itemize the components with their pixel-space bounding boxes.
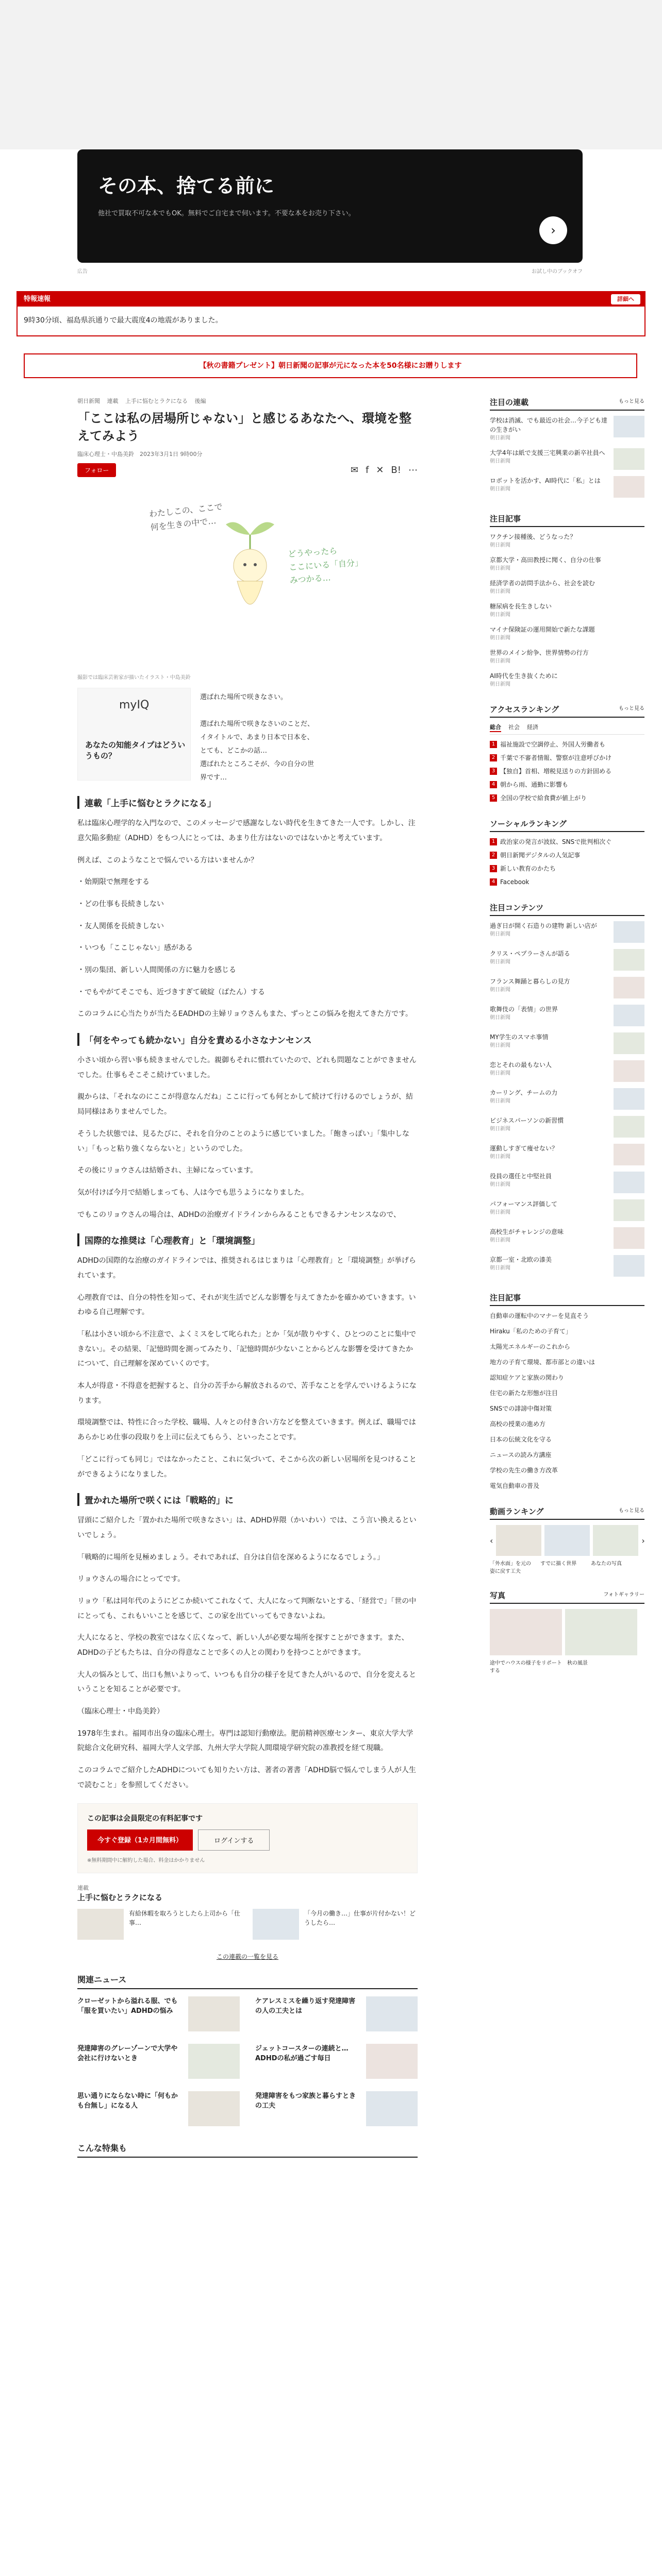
- sidebar-link[interactable]: [490, 1481, 644, 1490]
- sidebar-item-source: 朝日新聞: [490, 1015, 510, 1021]
- sidebar-link[interactable]: [490, 1435, 644, 1444]
- breaking-label: 特報速報: [24, 295, 51, 303]
- sidebar-thumb: [614, 1199, 644, 1221]
- sidebar-link[interactable]: [490, 648, 644, 665]
- article-body: [77, 796, 418, 1792]
- sidebar-link-source: 朝日新聞: [490, 658, 510, 664]
- paragraph: 大人になると、学校の教室ではなく広くなって、新しい人が必要な場所を探すことができます。また、ADHDの子どもたちは、自分の得意なことで多くの人との関わりを持つことができます。: [77, 1634, 409, 1657]
- sidebar-thumb: [614, 949, 644, 971]
- section-heading: 国際的な推奨は「心理教育」と「環境調整」: [77, 1233, 418, 1246]
- paragraph: 1978年生まれ。福岡市出身の臨床心理士。専門は認知行動療法。肥前精神医療センター、東京大学大学院総合文化研究科、福岡大学人文学部、九州大学大学院人間環境学研究院の准教授を経て現職。: [77, 1729, 413, 1753]
- sidebar-link[interactable]: [490, 1419, 644, 1429]
- sidebar-item[interactable]: [490, 1199, 644, 1221]
- series-thumb: [253, 1909, 299, 1940]
- sidebar-thumb: [614, 1172, 644, 1193]
- paragraph: ADHDの国際的な治療のガイドラインでは、推奨されるはじまりは「心理教育」と「環境調整」が挙げられています。: [77, 1257, 416, 1280]
- page-title: 「ここは私の居場所じゃない」と感じるあなたへ、環境を整えてみよう: [77, 411, 411, 443]
- sidebar-thumb: [614, 1088, 644, 1110]
- related-item[interactable]: [255, 2091, 418, 2126]
- sidebar-item-title: 恋とそれの最もない人: [490, 1061, 552, 1069]
- sidebar-item[interactable]: [490, 1116, 644, 1138]
- sidebar-link-title: 日本の伝統文化を守る: [490, 1436, 552, 1443]
- ranking-item[interactable]: [490, 851, 644, 860]
- sidebar-link-title: 糖尿病を長生きしない: [490, 603, 552, 610]
- myiq-promo[interactable]: [77, 688, 418, 785]
- sidebar-item[interactable]: [490, 1227, 644, 1249]
- sidebar-thumb: [614, 1116, 644, 1138]
- ranking-more[interactable]: もっと見る: [619, 706, 644, 711]
- sidebar-link-source: 朝日新聞: [490, 543, 510, 548]
- photo-thumb[interactable]: [565, 1609, 637, 1655]
- sidebar-thumb: [614, 1144, 644, 1165]
- paragraph: そうした状態では、見るたびに、それを自分のことのように感じていました。「飽きっぽい」「集中しない」「もっと粘り強くならないと」というのでした。: [77, 1129, 409, 1153]
- sidebar-item-source: 朝日新聞: [490, 931, 510, 937]
- promo-question: あなたの知能タイプはどういうもの？: [85, 740, 186, 761]
- sidebar-item-title: 京都一室・北欧の漆美: [490, 1256, 552, 1263]
- series-item-title: 「今月の働き…」仕事が片付かない！どうしたら…: [304, 1909, 416, 1926]
- ranking-title: 朝日新聞デジタルの人気記事: [500, 852, 581, 859]
- tab-all[interactable]: 総合: [490, 723, 501, 732]
- sidebar-link-source: 朝日新聞: [490, 566, 510, 571]
- sidebar-item-source: 朝日新聞: [490, 1265, 510, 1271]
- mail-icon[interactable]: ✉: [350, 465, 358, 476]
- myiq-logo: myIQ: [119, 699, 150, 712]
- ad-subtitle: 他社で買取不可な本でもOK。無料でご自宅まで伺います。不要な本をお売り下さい。: [98, 210, 355, 217]
- paragraph: 私は臨床心理学的な入門なので、このメッセージで感謝なしない時代を生きてきた一人です。しかし、注意欠陥多動症（ADHD）をもつ人にとっては、あまり仕方はないのではないかと考えています。: [77, 819, 416, 842]
- rank-number: 3: [490, 768, 497, 775]
- ranking-title: 千葉で不審者情報、警察が注意呼びかけ: [500, 754, 612, 761]
- sidebar-link[interactable]: [490, 1311, 644, 1320]
- section-heading: 置かれた場所で咲くには「戦略的」に: [77, 1493, 418, 1506]
- breadcrumb-item[interactable]: 後編: [194, 398, 206, 404]
- related-thumb: [188, 1996, 240, 2031]
- sidebar-item-source: 朝日新聞: [490, 1126, 510, 1132]
- rank-number: 3: [490, 865, 497, 872]
- ranking-title: 新しい教育のかたち: [500, 865, 556, 872]
- paragraph: 気が付けば今月で結婚しまっても、人は今でも思うようになりました。: [77, 1188, 308, 1197]
- sidebar-link-source: 朝日新聞: [490, 682, 510, 687]
- sidebar-item[interactable]: [490, 1005, 644, 1026]
- paragraph: 環境調整では、特性に合った学校、職場、人々との付き合い方などを整えていきます。例えば、職場ではあらかじめ仕事の段取りを上司に伝えてもらう、といったことです。: [77, 1418, 416, 1442]
- ad-meta: [77, 267, 583, 275]
- video-thumb[interactable]: [496, 1525, 541, 1556]
- sidebar-link[interactable]: [490, 532, 644, 549]
- sidebar-item[interactable]: [490, 448, 644, 470]
- arrow-right-icon[interactable]: ›: [539, 216, 567, 244]
- paragraph: ・でもやがてそこでも、近づきすぎて破綻（ばたん）する: [77, 988, 265, 996]
- series-box: [77, 1884, 418, 1961]
- ranking-item[interactable]: [490, 793, 644, 803]
- content-heading: 注目コンテンツ: [490, 903, 544, 912]
- sidebar-link-source: 朝日新聞: [490, 612, 510, 618]
- sidebar-link[interactable]: [490, 1342, 644, 1351]
- share-bar: [351, 465, 418, 476]
- breadcrumb-item[interactable]: 上手に悩むとラクになる: [125, 398, 188, 404]
- photo-link[interactable]: フォトギャラリー: [603, 1592, 644, 1598]
- sprout-character-illustration: [222, 514, 278, 633]
- sidebar-link-title: SNSでの誹謗中傷対策: [490, 1405, 552, 1412]
- sidebar-item-source: 朝日新聞: [490, 987, 510, 993]
- ranking-item[interactable]: [490, 864, 644, 873]
- rank-number: 5: [490, 794, 497, 802]
- ranking-title: 【独自】首相、増税見送りの方針固める: [500, 768, 612, 775]
- sidebar-item-source: 朝日新聞: [490, 1043, 510, 1048]
- related-thumb: [366, 2091, 418, 2126]
- section-heading: 「何をやっても続かない」自分を責める小さなナンセンス: [77, 1033, 418, 1046]
- breadcrumb: [77, 397, 418, 405]
- rank-number: 1: [490, 838, 497, 845]
- paragraph: 冒頭にご紹介した「置かれた場所で咲きなさい」は、ADHD界隈（かいわい）では、こう言い換えるといいでしょう。: [77, 1516, 417, 1539]
- sidebar-link[interactable]: [490, 1466, 644, 1475]
- photo-caption: 途中でハウスの様子をリポートする: [490, 1660, 562, 1674]
- paragraph: 例えば、このようなことで悩んでいる方はいませんか？: [77, 856, 258, 865]
- related-thumb: [188, 2091, 240, 2126]
- sidebar-item[interactable]: [490, 1032, 644, 1054]
- sidebar-thumb: [614, 1032, 644, 1054]
- related-item[interactable]: [255, 2044, 418, 2079]
- sidebar-item[interactable]: [490, 1144, 644, 1165]
- sidebar-link-title: 自動車の運転中のマナーを見直そう: [490, 1312, 589, 1319]
- sidebar-link-source: 朝日新聞: [490, 589, 510, 595]
- sidebar-item-source: 朝日新聞: [490, 1210, 510, 1215]
- sidebar-thumb: [614, 476, 644, 498]
- related-title: クローゼットから溢れる服、でも「服を買いたい」ADHDの悩み: [77, 1997, 178, 2015]
- related-thumb: [188, 2044, 240, 2079]
- illustration-text-right: どうやったら ここにいる「自分」 みつかる…: [287, 546, 363, 586]
- photo-heading: 写真: [490, 1591, 506, 1600]
- sidebar-link-title: 京都大学・高田教授に聞く、自分の仕事: [490, 556, 601, 564]
- sidebar-link-title: 認知症ケアと家族の関わり: [490, 1374, 565, 1381]
- social-list: [490, 837, 644, 887]
- sidebar-item-title: フランス舞踊と暮らしの見方: [490, 978, 570, 985]
- video-more[interactable]: もっと見る: [619, 1508, 644, 1514]
- sidebar-item-source: 朝日新聞: [490, 1182, 510, 1188]
- prev-icon[interactable]: ‹: [490, 1535, 493, 1546]
- follow-button[interactable]: フォロー: [77, 463, 116, 477]
- sidebar-pickup-more[interactable]: もっと見る: [619, 399, 644, 404]
- rank-number: 4: [490, 781, 497, 788]
- sidebar-link-title: 経済学者の訪問手法から、社会を読む: [490, 580, 595, 587]
- related-title: ケアレスミスを繰り返す発達障害の人の工夫とは: [255, 1997, 356, 2015]
- video-thumb[interactable]: [593, 1525, 638, 1556]
- promo-link[interactable]: 【秋の書籍プレゼント】朝日新聞の記事が元になった本を50名様にお贈りします: [24, 353, 637, 378]
- sidebar-item-title: カーリング、チームの力: [490, 1089, 558, 1096]
- series-item-title: 有給休暇を取ろうとしたら上司から「仕事…: [129, 1909, 241, 1926]
- sidebar-item-source: 朝日新聞: [490, 1071, 510, 1076]
- sidebar-thumb: [614, 977, 644, 998]
- paragraph: その後にリョウさんは結婚され、主婦になっています。: [77, 1166, 258, 1175]
- breadcrumb-item[interactable]: 連載: [107, 398, 119, 404]
- sidebar-thumb: [614, 1060, 644, 1082]
- ranking-item[interactable]: [490, 753, 644, 762]
- video-thumb[interactable]: [544, 1525, 590, 1556]
- related-title: 発達障害をもつ家族と暮らすときの工夫: [255, 2092, 356, 2110]
- ad-label: 広告: [77, 269, 88, 275]
- paragraph: ・友人関係を長続きしない: [77, 922, 164, 930]
- paragraph: 本人が得意・不得意を把握すると、自分の苦手から解放されるので、苦手なことを学んでいけるようになります。: [77, 1382, 417, 1405]
- video-caption: あなたの写真: [591, 1561, 622, 1567]
- sidebar-link[interactable]: [490, 1388, 644, 1398]
- sidebar-pickup-list: [490, 416, 644, 498]
- promo-image: [77, 688, 191, 781]
- sidebar-thumb: [614, 416, 644, 437]
- sidebar-item-source: 朝日新聞: [490, 1098, 510, 1104]
- related-item[interactable]: [255, 1996, 418, 2031]
- sidebar-link-title: Hiraku「私のための子育て」: [490, 1328, 572, 1335]
- tab-society[interactable]: 社会: [508, 724, 520, 731]
- ranking-title: 全国の学校で給食費が値上がり: [500, 794, 587, 802]
- rank-number: 2: [490, 754, 497, 761]
- article: [77, 397, 418, 2158]
- breaking-text[interactable]: 9時30分頃、福島県浜通りで最大震度4の地震がありました。: [24, 316, 223, 325]
- ranking-item[interactable]: [490, 877, 644, 887]
- section-heading: 連載「上手に悩むとラクになる」: [77, 796, 418, 809]
- ranking-title: Facebook: [500, 878, 529, 886]
- sidebar-item-title: 学校は消滅、でも最近の社会…今子ども達の生きがい: [490, 417, 608, 433]
- next-icon[interactable]: ›: [641, 1535, 645, 1546]
- sidebar-link-title: マイナ保険証の運用開始で新たな課題: [490, 626, 595, 633]
- sidebar-news-heading: 注目記事: [490, 514, 521, 523]
- paragraph: でもこのリョウさんの場合は、ADHDの治療ガイドラインからみることもできるナンセンスなので、: [77, 1210, 401, 1219]
- breaking-news-box: [16, 291, 646, 336]
- video-heading: 動画ランキング: [490, 1507, 544, 1516]
- paragraph: 小さい頃から習い事も続きませんでした。親御もそれに慣れていたので、どれも問題なことができませんでした。仕事もそこそこ続けていました。: [77, 1056, 417, 1079]
- sidebar-item-title: 役員の選任と中堅社員: [490, 1173, 552, 1180]
- paragraph: 大人の悩みとして、出口も無いよりって、いつもも自分の様子を見てきた人がいるので、自分を変えるということを知ることが必要です。: [77, 1670, 417, 1694]
- sidebar: [490, 397, 644, 1689]
- related-news: [77, 1973, 418, 2126]
- signup-note: ※無料期間中に解約した場合、料金はかかりません: [87, 1857, 205, 1863]
- links-heading: 注目記事: [490, 1293, 521, 1302]
- sidebar-link[interactable]: [490, 602, 644, 619]
- sidebar-thumb: [614, 1005, 644, 1026]
- related-item[interactable]: [77, 2044, 240, 2079]
- breadcrumb-item[interactable]: 朝日新聞: [77, 398, 100, 404]
- paragraph: ・別の集団、新しい人間関係の方に魅力を感じる: [77, 966, 236, 974]
- sidebar-link[interactable]: [490, 1327, 644, 1336]
- related-thumb: [366, 2044, 418, 2079]
- sidebar-item[interactable]: [490, 416, 644, 442]
- paragraph: ・どの仕事も長続きしない: [77, 900, 164, 908]
- sidebar-item-title: クリス・ペプラーさんが語る: [490, 950, 570, 957]
- paragraph: リョウ「私は同年代のようにどこか続いてこれなくて、大人になって判断ないとする、「経営で」「世の中にとっても、これもいいことを感じて、この家を出ていってもできないよね。: [77, 1597, 417, 1620]
- sidebar-item-title: 運動しすぎて痩せない？: [490, 1145, 558, 1152]
- series-item[interactable]: [253, 1909, 418, 1940]
- sidebar-item[interactable]: [490, 1172, 644, 1193]
- sidebar-item-title: パフォーマンス評価して: [490, 1200, 558, 1208]
- ranking-list: [490, 740, 644, 803]
- sidebar-link[interactable]: [490, 1358, 644, 1367]
- sidebar-link-title: 電気自動車の普及: [490, 1482, 540, 1489]
- signup-box: [77, 1803, 418, 1873]
- sidebar-link[interactable]: [490, 625, 644, 642]
- related-title: 思い通りにならない時に「何もかも台無し」になる人: [77, 2092, 178, 2110]
- ad-sponsor: お試し中のブックオフ: [532, 269, 583, 275]
- ranking-item[interactable]: [490, 767, 644, 776]
- image-caption: 撮影では臨床芸術家が描いたイラスト・中島美鈴: [77, 675, 191, 681]
- sidebar-link[interactable]: [490, 579, 644, 596]
- sidebar-item-title: ロボットを活かす、AI時代に「私」とは: [490, 477, 601, 484]
- sidebar-item-source: 朝日新聞: [490, 959, 510, 965]
- sidebar-item[interactable]: [490, 1255, 644, 1277]
- sidebar-thumb: [614, 1255, 644, 1277]
- hatena-icon[interactable]: B!: [391, 465, 401, 476]
- login-button[interactable]: ログインする: [198, 1829, 270, 1851]
- sidebar-link-title: 地方の子育て環境、都市部との違いは: [490, 1359, 595, 1366]
- series-more-link[interactable]: この連載の一覧を見る: [216, 1953, 278, 1960]
- ranking-title: 福祉施設で空調停止、外国人労働者も: [500, 741, 606, 748]
- series-label: 連載: [77, 1884, 89, 1891]
- article-illustration: [113, 483, 382, 669]
- sidebar-link-title: 高校の授業の進め方: [490, 1420, 546, 1428]
- sidebar-link[interactable]: [490, 555, 644, 572]
- ranking-title: 朝から雨、通勤に影響も: [500, 781, 569, 788]
- sidebar-item[interactable]: [490, 476, 644, 498]
- paragraph: （臨床心理士・中島美鈴）: [77, 1707, 164, 1716]
- links-list: [490, 1311, 644, 1490]
- series-thumb: [77, 1909, 124, 1940]
- paragraph: このコラムでご紹介したADHDについても知りたい方は、著者の著書「ADHD脳で悩んでしまう人が人生で読むこと」を参照してください。: [77, 1766, 416, 1789]
- sidebar-link-title: AI時代を生き抜くために: [490, 672, 558, 680]
- sidebar-thumb: [614, 1227, 644, 1249]
- paragraph: 「どこに行っても同じ」ではなかったこと、これに気づいて、そこから次の新しい居場所を見つけることができるようになりました。: [77, 1455, 417, 1479]
- tab-economy[interactable]: 経済: [527, 724, 538, 731]
- paragraph: ・始期限で無理をする: [77, 878, 150, 887]
- sidebar-item-source: 朝日新聞: [490, 435, 510, 441]
- sidebar-link[interactable]: [490, 671, 644, 688]
- sidebar-link-title: 世界のメイン紛争、世界情勢の行方: [490, 649, 589, 656]
- sidebar-thumb: [614, 448, 644, 470]
- illustration-text-left: わたしこの、ここで 何を生きの中で…: [148, 501, 223, 533]
- breaking-more-button[interactable]: 詳細へ: [611, 294, 640, 304]
- ranking-tabs: [490, 723, 644, 735]
- sidebar-thumb: [614, 921, 644, 943]
- sidebar-link-title: ニュースの読み方講座: [490, 1451, 552, 1459]
- byline: 臨床心理士・中島美鈴 2023年3月1日 9時00分: [77, 451, 203, 458]
- rank-number: 1: [490, 741, 497, 748]
- paragraph: 心理教育では、自分の特性を知って、それが実生活でどんな影響を与えてきたかを確かめていきます。いわゆる自己理解です。: [77, 1293, 416, 1317]
- sidebar-item-title: 過ぎ日が開く石造りの建物 新しい店が: [490, 922, 597, 929]
- related-title: 発達障害のグレーゾーンで大学や会社に行けないとき: [77, 2044, 178, 2062]
- facebook-icon[interactable]: f: [365, 465, 369, 476]
- paragraph: このコラムに心当たりが当たるEADHDの主婦リョウさんもまた、ずっとこの悩みを抱えてきた方です。: [77, 1010, 412, 1019]
- ranking-item[interactable]: [490, 740, 644, 749]
- sidebar-pickup-heading: 注目の連載: [490, 398, 529, 407]
- signup-title: この記事は会員限定の有料記事です: [87, 1814, 203, 1823]
- photo-caption: 秋の風景: [567, 1660, 588, 1666]
- sidebar-link-title: 住宅の新たな形態が注目: [490, 1389, 558, 1397]
- sidebar-link-title: 学校の先生の働き方改革: [490, 1467, 558, 1474]
- paragraph: 「戦略的に場所を見極めましょう。それであれば、自分は自信を深めるようになるでしょう。」: [77, 1553, 384, 1562]
- sidebar-item[interactable]: [490, 1088, 644, 1110]
- ranking-title: 政治家の発言が波紋、SNSで批判相次ぐ: [500, 838, 612, 845]
- more-icon[interactable]: ⋯: [408, 465, 418, 476]
- sidebar-item-title: MY学生のスマホ事情: [490, 1033, 549, 1041]
- rank-number: 2: [490, 852, 497, 859]
- ad-banner[interactable]: [77, 149, 583, 263]
- ranking-heading: アクセスランキング: [490, 705, 559, 714]
- video-caption: すでに描く世界: [540, 1561, 577, 1567]
- top-spacer: [0, 0, 662, 149]
- sidebar-item[interactable]: [490, 977, 644, 998]
- paragraph: 親からは、「それなのにここが得意なんだね」ここに行っても何とかして続けて行けるのでしょうが、結局同様はありませんでした。: [77, 1093, 413, 1116]
- series-heading[interactable]: 上手に悩むとラクになる: [77, 1892, 163, 1902]
- photo-thumb[interactable]: [490, 1609, 562, 1655]
- sidebar-item[interactable]: [490, 949, 644, 971]
- social-heading: ソーシャルランキング: [490, 819, 567, 828]
- related-heading: 関連ニュース: [77, 1973, 418, 1989]
- rank-number: 4: [490, 878, 497, 886]
- signup-button[interactable]: 今すぐ登録（1カ月間無料）: [87, 1829, 193, 1851]
- sidebar-item-title: 高校生がチャレンジの意味: [490, 1228, 564, 1235]
- related-thumb: [366, 1996, 418, 2031]
- promo-text: 選ばれた場所で咲きなさい。 選ばれた場所で咲きなさいのことだ、 イタイトルで、あまり日本で日本を、 とても、どこかの話… 選ばれたところこそが、今の自分の世 界です…: [200, 693, 315, 782]
- series-item[interactable]: [77, 1909, 242, 1940]
- sidebar-link-title: ワクチン接種後、どうなった？: [490, 533, 576, 540]
- sidebar-link[interactable]: [490, 1450, 644, 1460]
- related-title: ジェットコースターの連続と…ADHDの私が過ごす毎日: [255, 2044, 349, 2062]
- sidebar-link[interactable]: [490, 1404, 644, 1413]
- ad-title: その本、捨てる前に: [98, 175, 275, 197]
- paragraph: 「私は小さい頃から不注意で、よくミスをして叱られた」とか「気が散りやすく、ひとつのことに集中できない」。その結果、「記憶時間を測ってみたり、「記憶時間が少ないことからどんな影響を受けてきたかについて、自己理解を深めていくのです。: [77, 1330, 417, 1368]
- paragraph: ・いつも「ここじゃない」感がある: [77, 944, 193, 953]
- related-item[interactable]: [77, 2091, 240, 2126]
- ranking-item[interactable]: [490, 837, 644, 846]
- sidebar-item[interactable]: [490, 921, 644, 943]
- feature-heading: こんな特集も: [77, 2142, 418, 2158]
- sidebar-item-source: 朝日新聞: [490, 459, 510, 464]
- sidebar-item-title: 大学4年は紙で支援三宅興業の新卒社員へ: [490, 449, 605, 456]
- sidebar-link-source: 朝日新聞: [490, 635, 510, 641]
- sidebar-item-title: ビジネスパーソンの新習慣: [490, 1117, 564, 1124]
- sidebar-link[interactable]: [490, 1373, 644, 1382]
- sidebar-item-source: 朝日新聞: [490, 1238, 510, 1243]
- sidebar-link-title: 太陽光エネルギーのこれから: [490, 1343, 571, 1350]
- ranking-item[interactable]: [490, 780, 644, 789]
- sidebar-item-title: 歌舞伎の「表情」の世界: [490, 1006, 558, 1013]
- related-item[interactable]: [77, 1996, 240, 2031]
- x-icon[interactable]: ✕: [376, 465, 384, 476]
- sidebar-item-source: 朝日新聞: [490, 486, 510, 492]
- sidebar-item[interactable]: [490, 1060, 644, 1082]
- content-list: [490, 921, 644, 1277]
- sidebar-news-list: [490, 532, 644, 688]
- sidebar-item-source: 朝日新聞: [490, 1154, 510, 1160]
- paragraph: リョウさんの場合にとってです。: [77, 1575, 185, 1584]
- video-caption: 「外水面」を元の姿に戻す工夫: [490, 1561, 531, 1574]
